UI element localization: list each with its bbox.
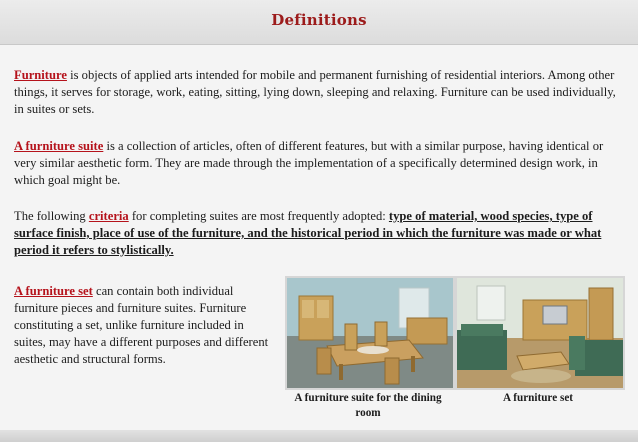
furniture-definition	[14, 67, 626, 118]
dining-room-caption: A furniture suite for the dining room	[294, 392, 442, 419]
criteria-list: type of material, wood species, type of surface finish, place of use of the furniture, and the historical period in which the furniture was made or what period it refers to stylistically.	[14, 209, 602, 257]
footer-band	[0, 430, 638, 442]
term-furniture-set: A furniture set	[14, 284, 93, 298]
page-title: Definitions	[271, 11, 367, 29]
suite-definition	[14, 138, 626, 189]
suite-definition-text: is a collection of articles, often of different features, but with a similar purpose, having identical or very similar aesthetic form. They are made through the implementation of a specifically determined design work, in which goal might be.	[14, 139, 604, 187]
term-furniture-suite: A furniture suite	[14, 139, 104, 153]
criteria-mid: for completing suites are most frequently adopted:	[128, 209, 389, 223]
furniture-set-photo	[455, 276, 625, 390]
furniture-set-caption: A furniture set	[502, 392, 574, 404]
criteria-paragraph	[14, 208, 626, 259]
criteria-lead: The following	[14, 209, 89, 223]
set-definition-text: can contain both individual furniture pieces and furniture suites. Furniture constituting a set, unlike furniture included in suites, may have a different purposes and different aesthetic and structural forms.	[14, 284, 269, 366]
term-criteria: criteria	[88, 209, 129, 223]
furniture-definition-text: is objects of applied arts intended for mobile and permanent furnishing of residential interiors. Among other things, it serves for storage, work, eating, sitting, lying down, sleeping and relaxing. Furniture can be used individually, in suites or sets.	[14, 68, 616, 116]
dining-room-suite-photo	[285, 276, 455, 390]
title-bar	[0, 0, 638, 45]
term-furniture: Furniture	[14, 68, 67, 82]
set-definition	[14, 283, 276, 368]
